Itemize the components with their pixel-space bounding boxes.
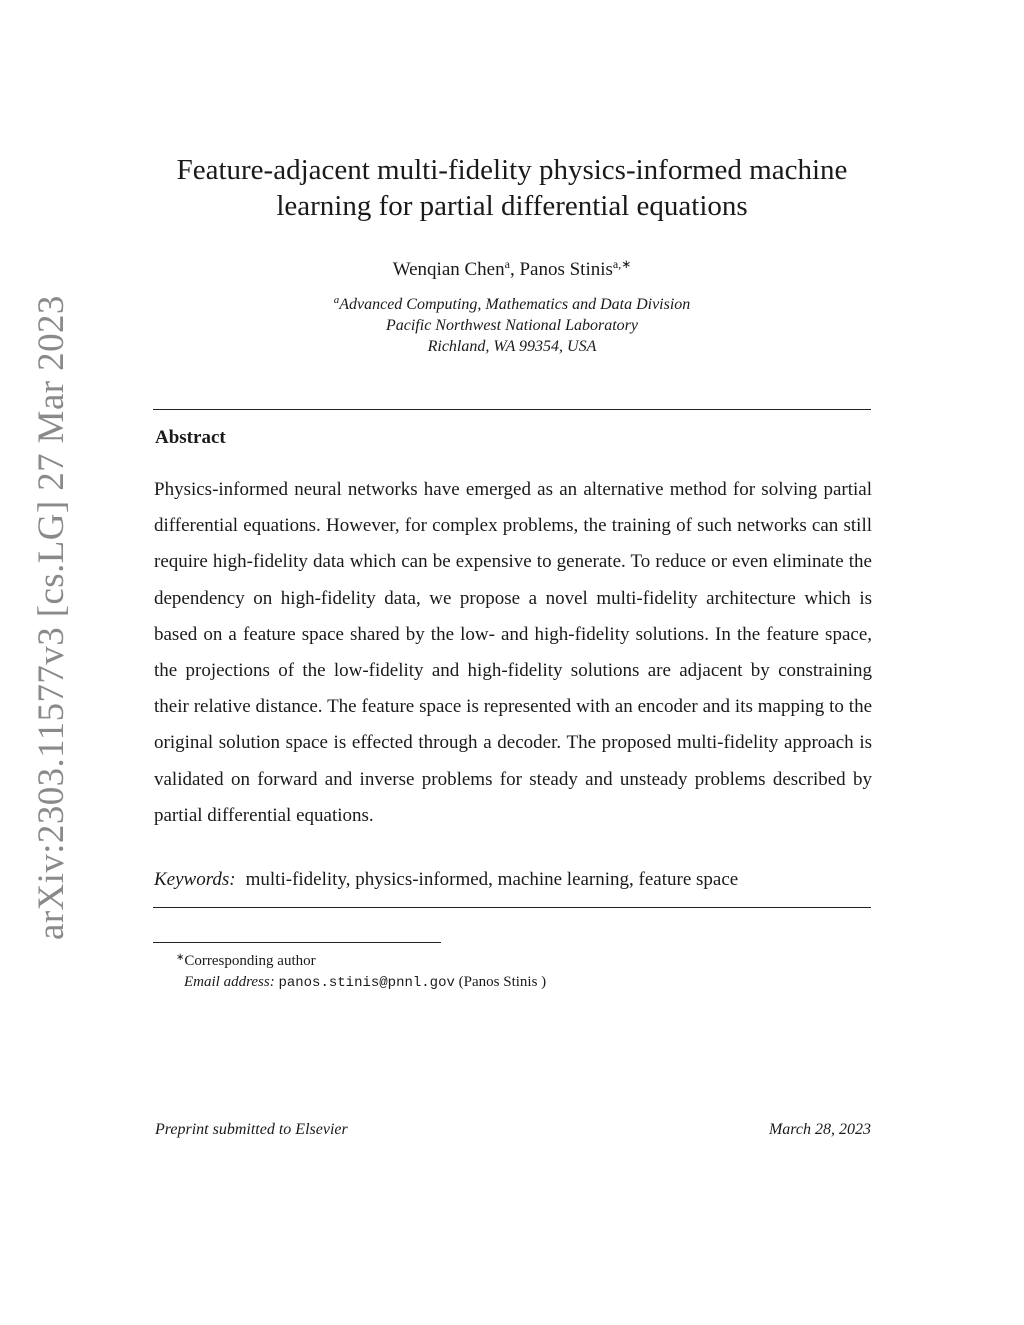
affil-line-2: Pacific Northwest National Laboratory	[385, 317, 638, 334]
title-line-2: learning for partial differential equations	[276, 190, 748, 222]
author-affil-marker: a	[504, 257, 510, 271]
email-label: Email address:	[184, 974, 275, 990]
author-affil-marker: a,∗	[612, 257, 632, 271]
footnote-rule	[153, 942, 441, 943]
affil-line-1: Advanced Computing, Mathematics and Data Division	[339, 296, 691, 313]
keywords-line	[154, 868, 872, 892]
preprint-date: March 28, 2023	[768, 1121, 871, 1138]
author-separator: ,	[509, 259, 520, 280]
footnote-marker: ∗	[176, 952, 185, 963]
email-owner: (Panos Stinis )	[458, 974, 547, 990]
affil-marker: a	[333, 294, 340, 306]
email-address[interactable]: panos.stinis@pnnl.gov	[278, 975, 455, 991]
corresponding-author: Corresponding author	[184, 953, 316, 969]
preprint-note: Preprint submitted to Elsevier	[155, 1121, 348, 1138]
affil-line-3: Richland, WA 99354, USA	[427, 338, 597, 355]
keywords-text: multi-fidelity, physics-informed, machine learning, feature space	[245, 869, 739, 890]
abstract-bottom-rule	[153, 907, 871, 908]
abstract-top-rule	[153, 409, 871, 410]
arxiv-identifier: arXiv:2303.11577v3 [cs.LG] 27 Mar 2023	[31, 295, 72, 940]
author-list	[150, 252, 874, 282]
keywords-label: Keywords:	[154, 869, 236, 890]
paper-title	[150, 152, 874, 224]
abstract-body: Physics-informed neural networks have emerged as an alternative method for solving partial differential equations. However, for complex problems, the training of such networks can still require high-fidelity data which can be expensive to generate. To reduce or even eliminate the dependency on high-fidelity data, we propose a novel multi-fidelity architecture which is based on a feature space shared by the low- and high-fidelity solutions. In the feature space, the projections of the low-fidelity and high-fidelity solutions are adjacent by constraining their relative distance. The feature space is represented with an encoder and its mapping to the original solution space is effected through a decoder. The proposed multi-fidelity approach is validated on forward and inverse problems for steady and unsteady problems described by partial differential equations.	[154, 479, 872, 826]
footnote	[176, 947, 546, 994]
author-name: Panos Stinis	[519, 259, 613, 280]
affiliation	[150, 290, 874, 357]
title-line-1: Feature-adjacent multi-fidelity physics-informed machine	[176, 154, 848, 186]
author-name: Wenqian Chen	[392, 259, 505, 280]
abstract-heading: Abstract	[155, 427, 226, 448]
